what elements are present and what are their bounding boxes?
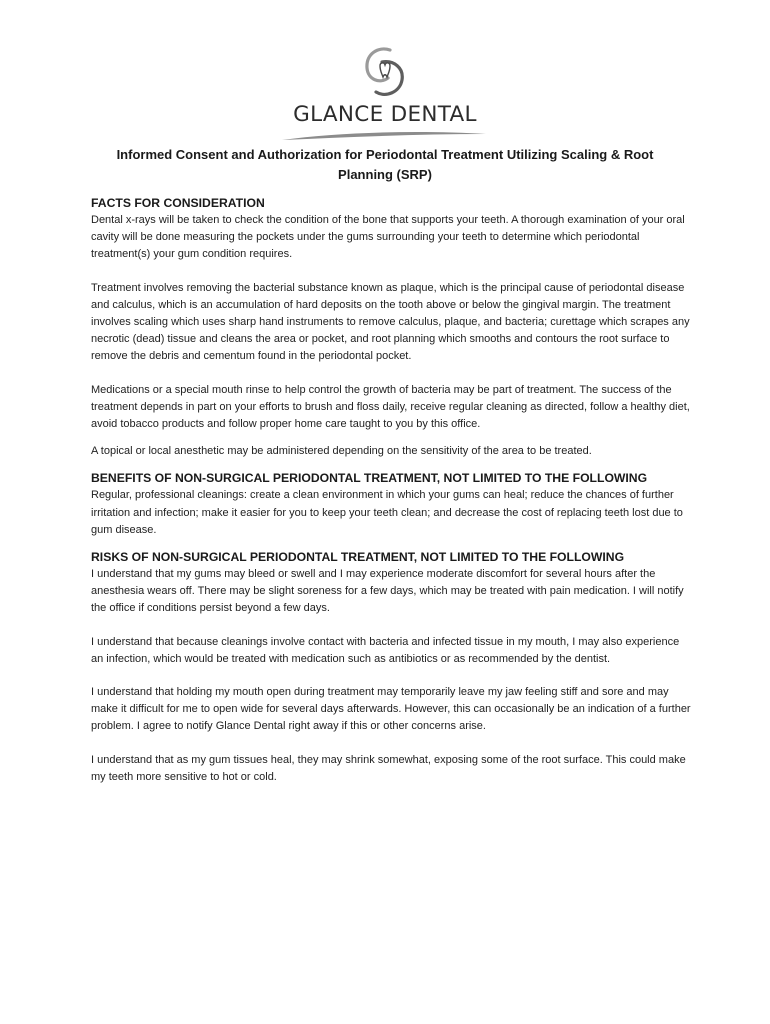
risks-paragraph-3: I understand that holding my mouth open during treatment may temporarily leave my jaw feeling stiff and sore and may make it difficult for me to open wide for several days afterwards. However, this can occasionally be an indication of a further problem. I agree to notify Glance Dental right away if this or other concerns arise. — [91, 686, 691, 733]
facts-heading: FACTS FOR CONSIDERATION — [91, 196, 265, 210]
facts-paragraph-4: A topical or local anesthetic may be administered depending on the sensitivity of the area to be treated. — [91, 445, 592, 458]
glance-dental-logo — [280, 40, 490, 146]
document-title: Informed Consent and Authorization for Periodontal Treatment Utilizing Scaling & Root Planning (SRP) — [116, 147, 654, 182]
risks-paragraph-2: I understand that because cleanings involve contact with bacteria and infected tissue in my mouth, I may also experience an infection, which would be treated with medication such as antibiotics or as recommended by the dentist. — [91, 635, 680, 665]
document-body — [91, 195, 691, 786]
risks-paragraph-4: I understand that as my gum tissues heal, they may shrink somewhat, exposing some of the root surface. This could make my teeth more sensitive to hot or cold. — [91, 753, 686, 783]
facts-paragraph-1: Dental x-rays will be taken to check the condition of the bone that supports your teeth. A thorough examination of your oral cavity will be done measuring the pockets under the gums surrounding your teeth to determine which periodontal treatment(s) your gum condition requires. — [91, 214, 685, 261]
benefits-paragraph-1: Regular, professional cleanings: create a clean environment in which your gums can heal; reduce the chances of further irritation and infection; make it easier for you to keep your teeth clean; and decrease the cost of replacing teeth lost due to gum disease. — [91, 489, 683, 536]
risks-paragraph-1: I understand that my gums may bleed or swell and I may experience moderate discomfort for several hours after the anesthesia wears off. There may be slight soreness for a few days, which may be treated with pain medication. I will notify the office if conditions persist beyond a few days. — [91, 568, 684, 615]
logo-wordmark: GLANCE DENTAL — [293, 102, 477, 127]
facts-paragraph-2: Treatment involves removing the bacterial substance known as plaque, which is the principal cause of periodontal disease and calculus, which is an accumulation of hard deposits on the tooth above or below the gingival margin. The treatment involves scaling which uses sharp hand instruments to remove calculus, plaque, and bacteria; curettage which scrapes any necrotic (dead) tissue and cleans the area or pocket, and root planning which smooths and contours the root surface to remove the debris and cementum found in the periodontal pocket. — [91, 281, 690, 363]
glance-dental-logo-icon — [360, 44, 410, 100]
risks-heading: RISKS OF NON-SURGICAL PERIODONTAL TREATMENT, NOT LIMITED TO THE FOLLOWING — [91, 550, 625, 565]
facts-paragraph-3: Medications or a special mouth rinse to help control the growth of bacteria may be part of treatment. The success of the treatment depends in part on your efforts to brush and floss daily, receive regular cleaning as directed, follow a healthy diet, avoid tobacco products and follow proper home care taught to you by this office. — [91, 383, 690, 431]
benefits-heading: BENEFITS OF NON-SURGICAL PERIODONTAL TREATMENT, NOT LIMITED TO THE FOLLOWING — [91, 471, 648, 486]
logo-swoosh — [280, 128, 490, 144]
